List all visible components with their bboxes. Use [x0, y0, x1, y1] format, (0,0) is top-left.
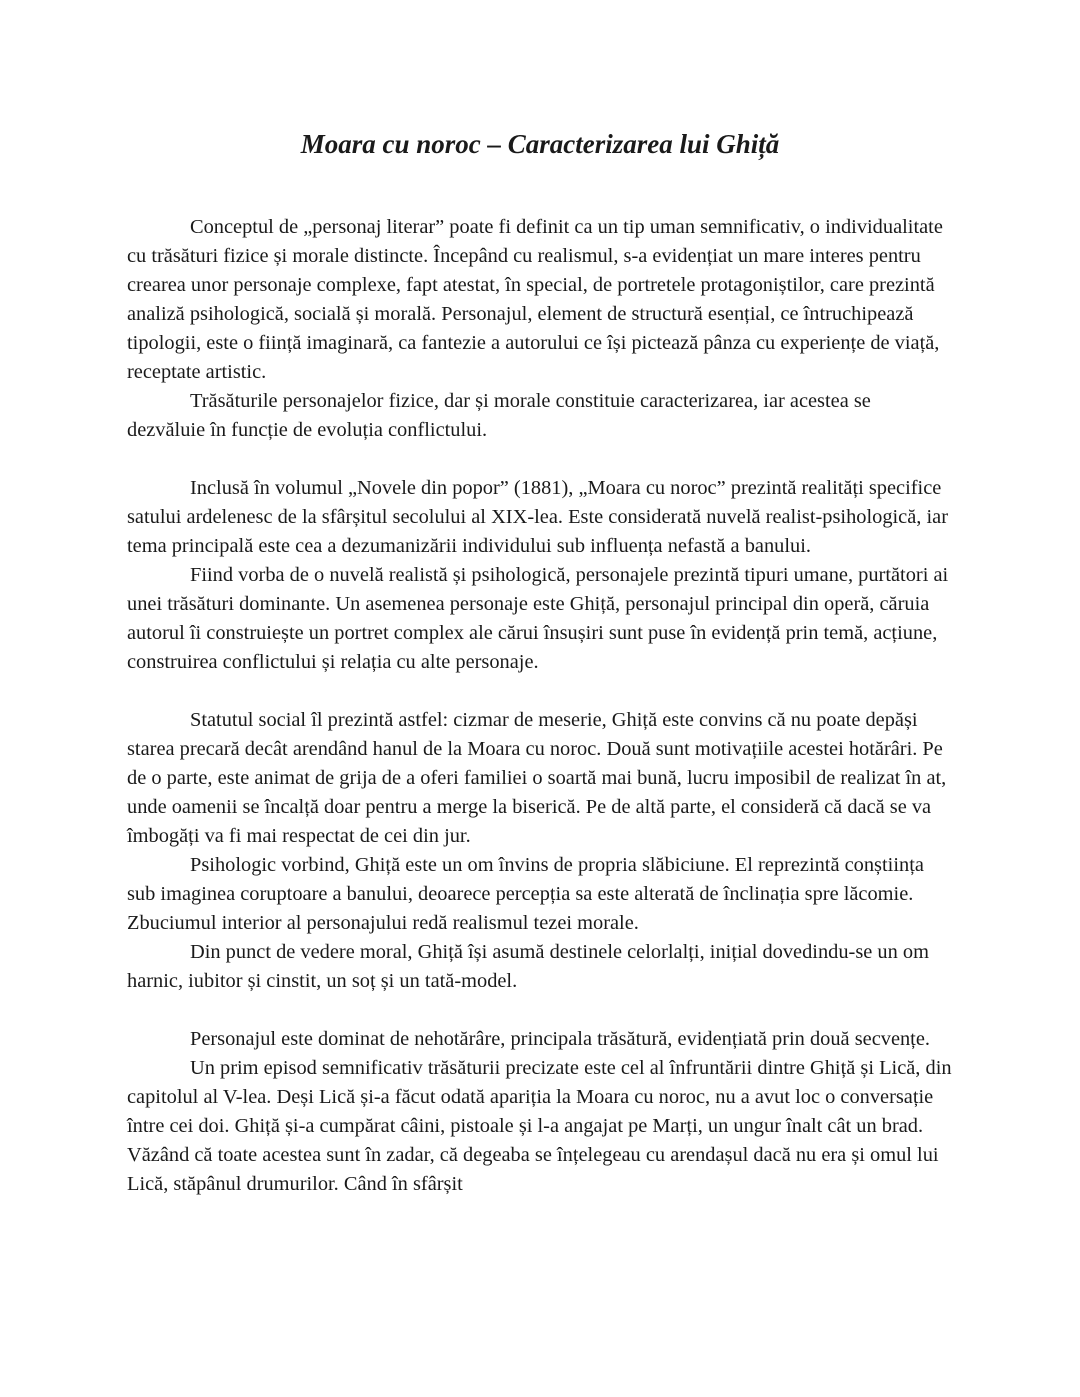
paragraph-personaj-literar: Conceptul de „personaj literar” poate fi definit ca un tip uman semnificativ, o individualitate cu trăsături fizice și morale distincte. Începând cu realismul, s-a evidențiat un mare interes pentru crearea unor personaje complexe, fapt atestat, în special, de portretele protagoniștilor, care prezintă analiză psihologică, socială și morală. Personajul, element de structură esențial, ce întruchipează tipologii, este o ființă imaginară, ca fantezie a autorului ce își pictează pânza cu experiențe de viață, receptate artistic.	[127, 216, 943, 383]
document-page	[127, 126, 953, 1199]
document-title: Moara cu noroc – Caracterizarea lui Ghiță	[300, 129, 780, 159]
paragraph-gap	[127, 677, 953, 706]
paragraph-nehotarare: Personajul este dominat de nehotărâre, principala trăsătură, evidențiată prin două secvențe.	[190, 1028, 930, 1050]
paragraph-prim-episod: Un prim episod semnificativ trăsăturii precizate este cel al înfruntării dintre Ghiță și Lică, din capitolul al V-lea. Deși Lică și-a făcut odată apariția la Moara cu noroc, nu a avut loc o conversație între cei doi. Ghiță și-a cumpărat câini, pistoale și l-a angajat pe Marți, un ungur înalt cât un brad. Văzând că toate acestea sunt în zadar, că degeaba se înțelegeau cu arendașul dacă nu era și omul lui Lică, stăpânul drumurilor. Când în sfârșit	[127, 1057, 952, 1195]
paragraph-statut-social: Statutul social îl prezintă astfel: cizmar de meserie, Ghiță este convins că nu poate depăși starea precară decât arendând hanul de la Moara cu noroc. Două sunt motivațiile acestei hotărâri. Pe de o parte, este animat de grija de a oferi familiei o soartă mai bună, lucru imposibil de realizat în at, unde oamenii se încalță doar pentru a merge la biserică. Pe de altă parte, el consideră că dacă se va îmbogăți va fi mai respectat de cei din jur.	[127, 709, 947, 847]
paragraph-gap	[127, 996, 953, 1025]
paragraph-gap	[127, 445, 953, 474]
paragraph-psihologic: Psihologic vorbind, Ghiță este un om învins de propria slăbiciune. El reprezintă conștiința sub imaginea coruptoare a banului, deoarece percepția sa este alterată de înclinația spre lăcomie. Zbuciumul interior al personajului redă realismul tezei morale.	[127, 854, 924, 934]
paragraph-moral: Din punct de vedere moral, Ghiță își asumă destinele celorlalți, inițial dovedindu-se un om harnic, iubitor și cinstit, un soț și un tată-model.	[127, 941, 929, 992]
paragraph-caracterizare: Trăsăturile personajelor fizice, dar și morale constituie caracterizarea, iar acestea se dezvăluie în funcție de evoluția conflictului.	[127, 390, 871, 441]
paragraph-novele-din-popor: Inclusă în volumul „Novele din popor” (1881), „Moara cu noroc” prezintă realități specifice satului ardelenesc de la sfârșitul secolului al XIX-lea. Este considerată nuvelă realist-psihologică, iar tema principală este cea a dezumanizării individului sub influența nefastă a banului.	[127, 477, 948, 557]
paragraph-nuvela-realista: Fiind vorba de o nuvelă realistă și psihologică, personajele prezintă tipuri umane, purtători ai unei trăsături dominante. Un asemenea personaje este Ghiță, personajul principal din operă, căruia autorul îi construiește un portret complex ale cărui însușiri sunt puse în evidență prin temă, acțiune, construirea conflictului și relația cu alte personaje.	[127, 564, 949, 673]
